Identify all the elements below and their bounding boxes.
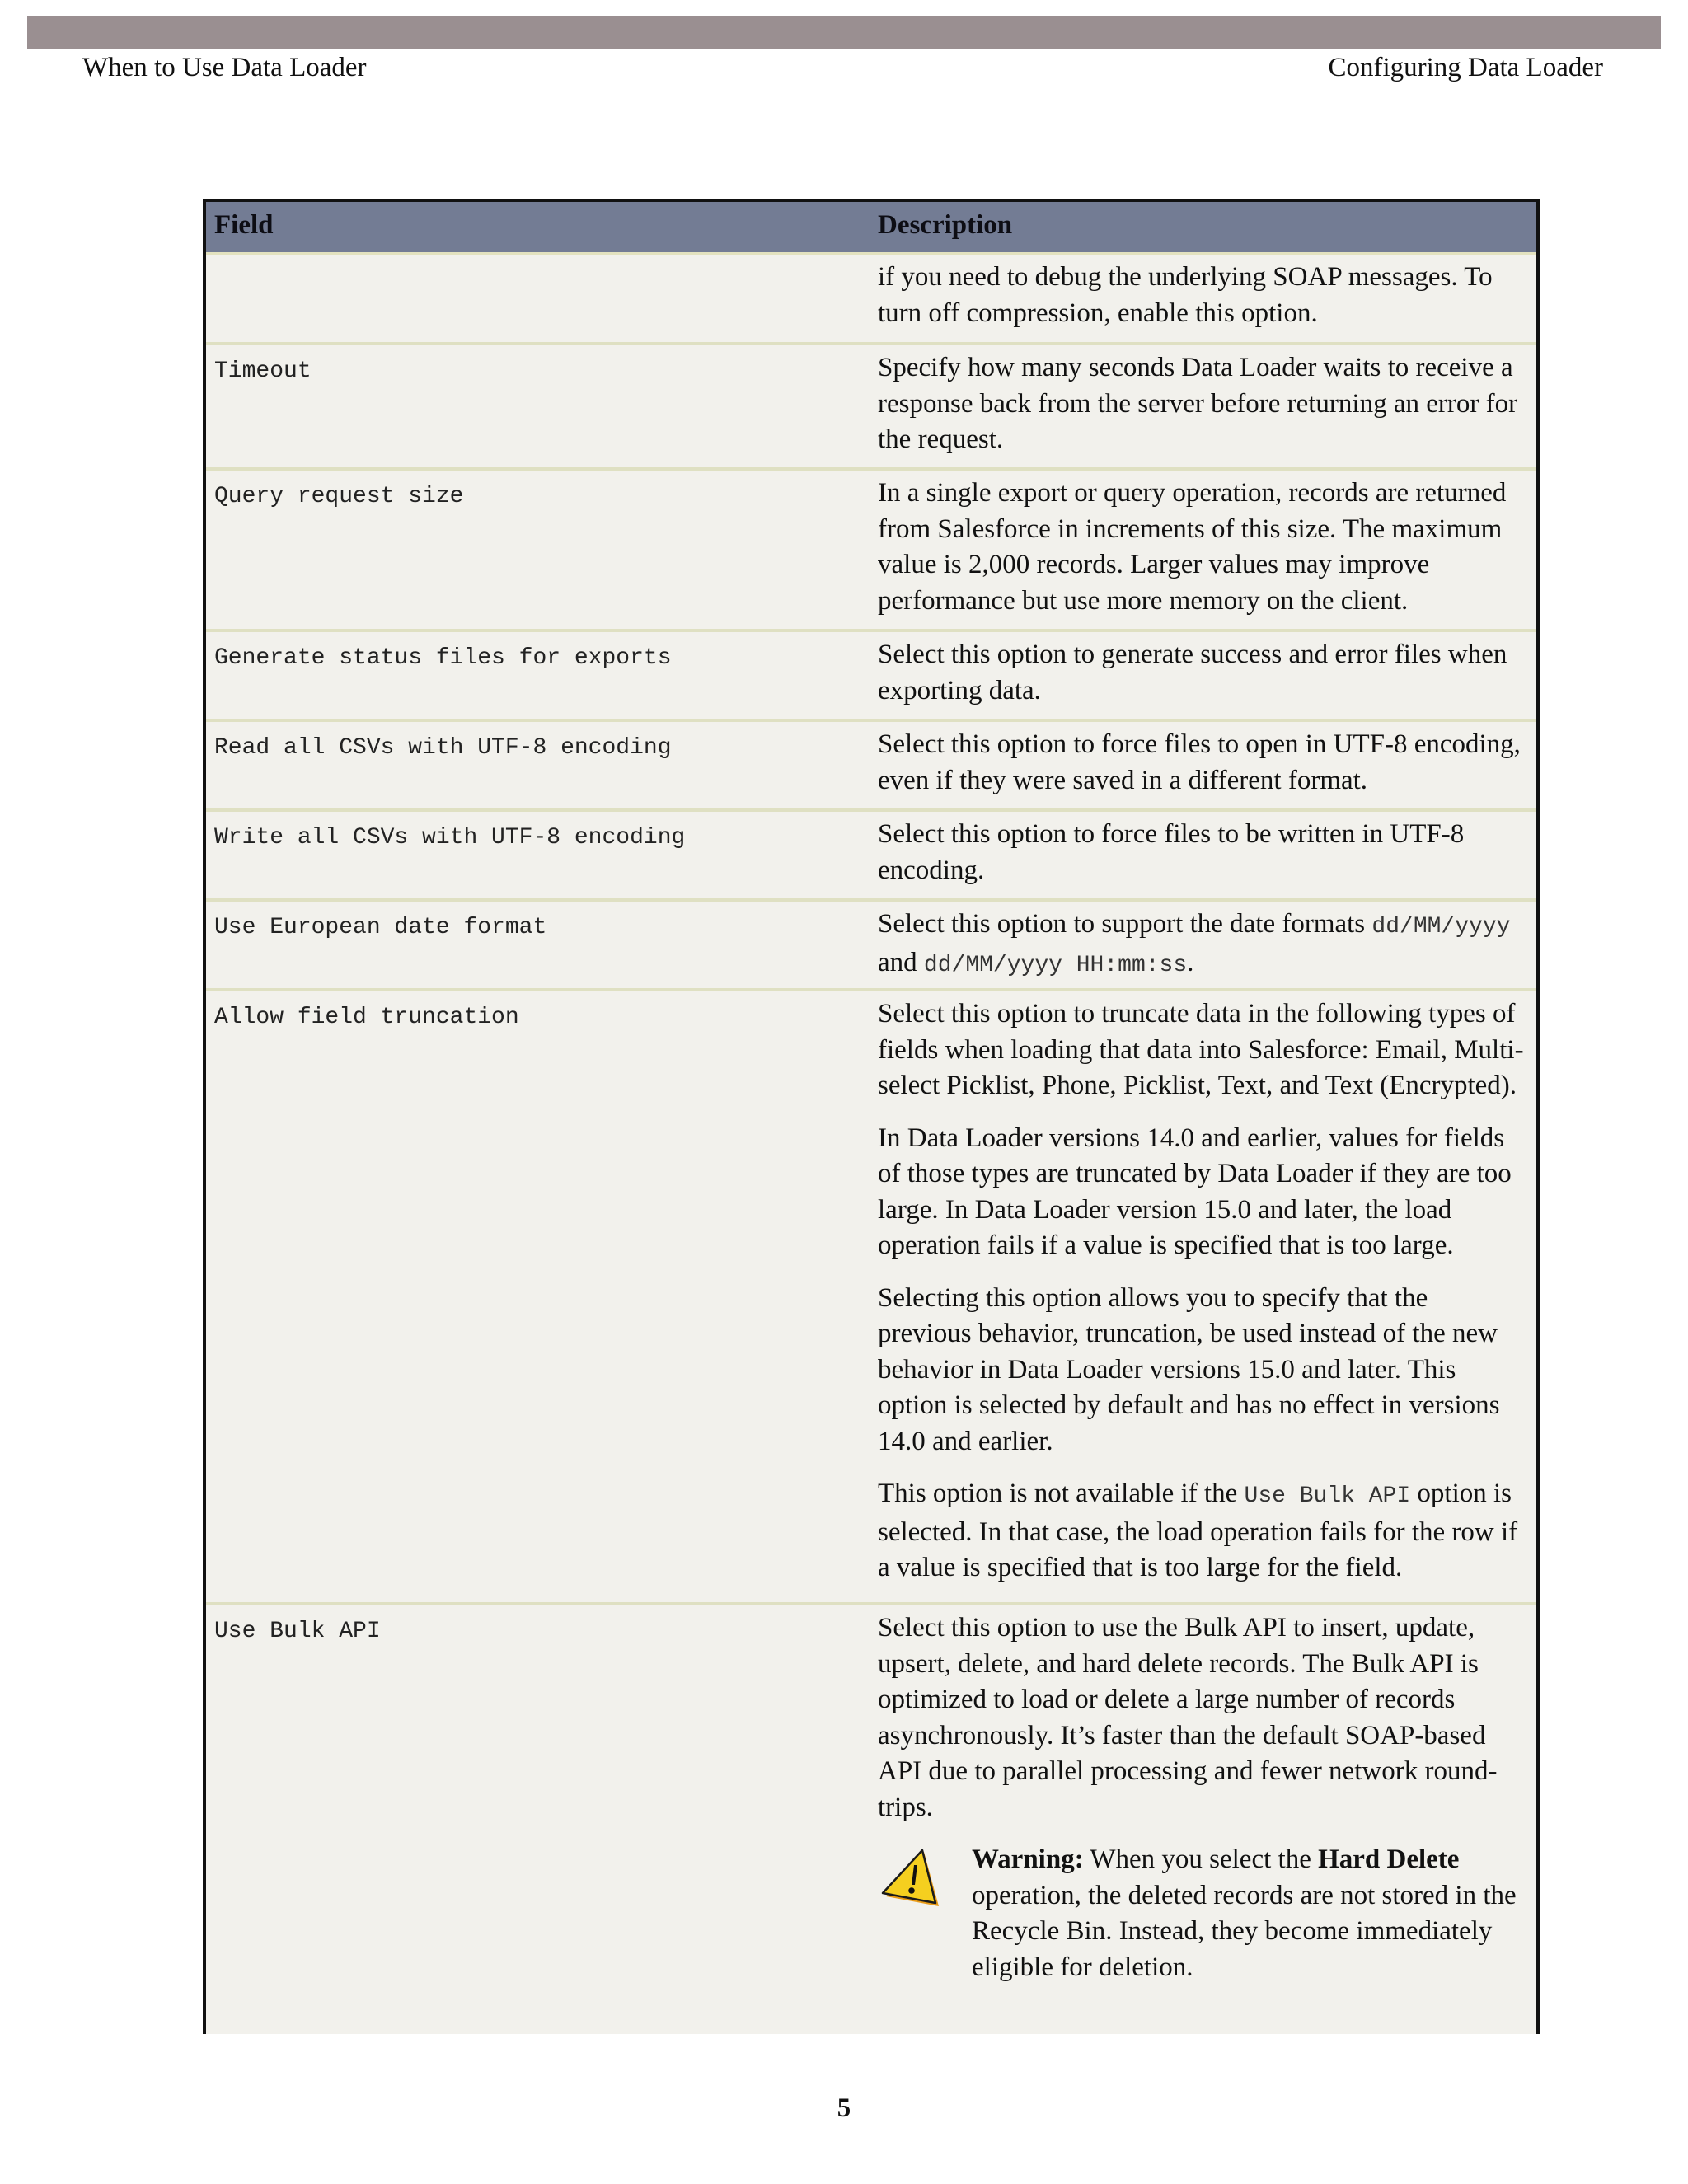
- datetime-format-code: dd/MM/yyyy HH:mm:ss: [923, 952, 1188, 978]
- table-row: [206, 255, 1536, 345]
- hard-delete-term: Hard Delete: [1318, 1844, 1460, 1874]
- table-row: [206, 632, 1536, 722]
- text: operation, the deleted records are not stored in the Recycle Bin. Instead, they become immediately eligible for deletion.: [972, 1880, 1517, 1982]
- description-paragraph: [878, 907, 1525, 983]
- description-paragraph: if you need to debug the underlying SOAP messages. To turn off compression, enable this option.: [878, 262, 1493, 328]
- field-name: Generate status files for exports: [214, 645, 672, 671]
- table-header: [206, 202, 1536, 255]
- table-row: [206, 812, 1536, 902]
- column-header-description: Description: [878, 210, 1013, 240]
- field-description: [878, 637, 1525, 725]
- table-row: [206, 902, 1536, 991]
- field-description: [878, 996, 1525, 1603]
- description-paragraph: Specify how many seconds Data Loader waits to receive a response back from the server before returning an error for the request.: [878, 353, 1518, 454]
- text: and: [878, 947, 924, 977]
- description-paragraph: Select this option to force files to open in UTF-8 encoding, even if they were saved in a different format.: [878, 729, 1521, 795]
- column-header-field: Field: [214, 210, 274, 240]
- table-row: [206, 1605, 1536, 2034]
- description-paragraph: Select this option to force files to be written in UTF-8 encoding.: [878, 819, 1465, 885]
- table-row: [206, 345, 1536, 471]
- table-row: [206, 471, 1536, 632]
- description-paragraph: Select this option to generate success and error files when exporting data.: [878, 640, 1507, 705]
- field-description: [878, 260, 1525, 348]
- description-paragraph: [878, 1476, 1525, 1586]
- warning-note: [878, 1842, 1525, 1985]
- field-description: [878, 350, 1525, 475]
- description-paragraph: Select this option to use the Bulk API to insert, update, upsert, delete, and hard delete records. The Bulk API is optimized to load or delete a large number of records asynchronously. It’s faster than the default SOAP-based API due to parallel processing and fewer network round-trips.: [878, 1613, 1498, 1822]
- text: option is selected. In that case, the load operation fails for the row if a value is specified that is too large for the field.: [878, 1479, 1518, 1582]
- use-bulk-api-code: Use Bulk API: [1244, 1483, 1411, 1509]
- table-row: [206, 991, 1536, 1605]
- running-header-right: Configuring Data Loader: [1328, 53, 1603, 82]
- field-description: [878, 817, 1525, 905]
- description-paragraph: In a single export or query operation, records are returned from Salesforce in increments of this size. The maximum value is 2,000 records. Larger values may improve performance but use more memory on the client.: [878, 478, 1507, 616]
- field-name: Use European date format: [214, 915, 547, 940]
- field-description: [878, 476, 1525, 635]
- warning-label: Warning:: [972, 1844, 1084, 1874]
- field-name: Query request size: [214, 484, 464, 509]
- field-name: Timeout: [214, 359, 312, 384]
- field-name: Allow field truncation: [214, 1005, 519, 1030]
- running-header-left: When to Use Data Loader: [82, 53, 367, 82]
- warning-triangle-icon: [879, 1849, 945, 1915]
- table-row: [206, 722, 1536, 812]
- text: .: [1187, 947, 1194, 977]
- field-name: Use Bulk API: [214, 1619, 381, 1644]
- page-number: 5: [837, 2093, 851, 2123]
- warning-text: [972, 1844, 1517, 1982]
- date-format-code: dd/MM/yyyy: [1372, 914, 1511, 940]
- top-bar: [27, 16, 1661, 49]
- description-paragraph: Selecting this option allows you to specify that the previous behavior, truncation, be used instead of the new behavior in Data Loader versions 15.0 and later. This option is selected by default and has no effect in versions 14.0 and earlier.: [878, 1282, 1500, 1456]
- description-paragraph: Select this option to truncate data in the following types of fields when loading that data into Salesforce: Email, Multi-select Picklist, Phone, Picklist, Text, and Text (Encrypted).: [878, 999, 1524, 1100]
- field-description: [878, 907, 1525, 1000]
- field-description: [878, 727, 1525, 815]
- text: Select this option to support the date formats: [878, 909, 1372, 939]
- field-name: Write all CSVs with UTF-8 encoding: [214, 825, 686, 851]
- field-description: [878, 1610, 1525, 1985]
- description-paragraph: In Data Loader versions 14.0 and earlier, values for fields of those types are truncated by Data Loader if they are too large. In Data Loader version 15.0 and later, the load operation fails if a value is specified that is too large.: [878, 1122, 1512, 1260]
- text: When you select the: [1083, 1844, 1319, 1874]
- text: This option is not available if the: [878, 1479, 1245, 1508]
- settings-table: [203, 199, 1540, 2034]
- field-name: Read all CSVs with UTF-8 encoding: [214, 735, 672, 761]
